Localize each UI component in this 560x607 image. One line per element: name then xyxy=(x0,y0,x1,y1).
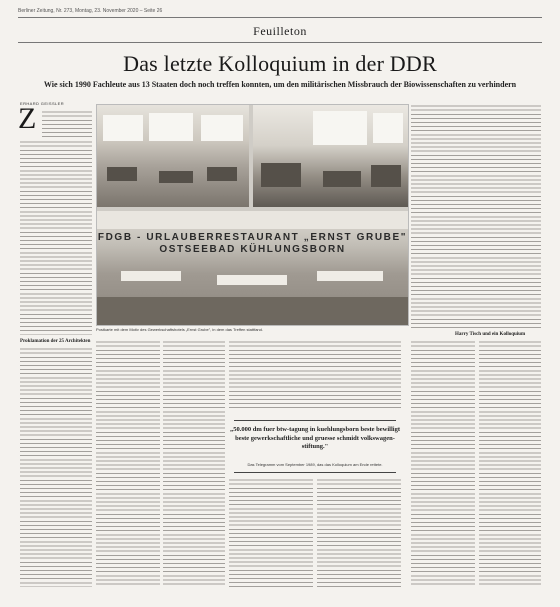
postcard-photo xyxy=(96,104,409,326)
article-subhead: Wie sich 1990 Fachleute aus 13 Staaten doch noch treffen konnten, um den militärischen Missbrauch der Biowissenschaften zu verhindern xyxy=(43,80,517,89)
quote-rule-bottom xyxy=(234,472,396,473)
body-text-col4-upper xyxy=(229,340,401,410)
photo-dining-hall xyxy=(97,211,408,325)
body-text-right-b xyxy=(479,340,541,587)
quote-rule-top xyxy=(234,420,396,421)
body-text-right-a xyxy=(411,340,475,587)
section-rule xyxy=(18,42,542,43)
article-author: ERHARD GEISSLER xyxy=(20,101,65,106)
subhead-right: Harry Tisch und ein Kolloquium xyxy=(455,332,526,337)
section-title: Feuilleton xyxy=(253,24,307,38)
body-text-col1-lower xyxy=(20,347,92,587)
pull-quote-source: Das Telegramm vom September 1989, das das Kolloquium am Ende rettete. xyxy=(247,462,383,467)
body-text-col3 xyxy=(163,340,225,587)
body-text-col2 xyxy=(96,340,160,587)
body-text-col4-lower-b xyxy=(317,478,401,587)
postcard-caption xyxy=(97,232,408,256)
drop-cap: Z xyxy=(18,102,37,135)
postcard-caption-line2: OSTSEEBAD KÜHLUNGSBORN xyxy=(159,244,346,255)
body-text-col4-lower-a xyxy=(229,478,313,587)
postcard-caption-line1: FDGB - URLAUBERRESTAURANT „ERNST GRUBE" xyxy=(97,232,408,243)
photo-interior-2 xyxy=(253,105,408,207)
body-text-col1-top xyxy=(42,110,92,140)
header-rule xyxy=(18,17,542,18)
body-text-right-upper xyxy=(411,104,541,329)
body-text-col1 xyxy=(20,140,92,335)
subhead-left: Proklamation der 25 Architekten xyxy=(20,339,91,344)
photo-caption: Postkarte mit dem Motiv des Gewerkschaftshotels „Ernst Grube", in dem das Treffen stattfand. xyxy=(96,327,263,332)
pull-quote: „50.000 dm fuer btw-tagung in kuehlungsborn beste bewilligt beste gewerkschaftliche und gruesse schmidt volkswagen-stiftung." xyxy=(230,426,400,451)
page-header: Berliner Zeitung, Nr. 273, Montag, 23. November 2020 – Seite 26 xyxy=(18,8,163,14)
article-headline: Das letzte Kolloquium in der DDR xyxy=(123,51,437,76)
photo-interior-1 xyxy=(97,105,249,207)
